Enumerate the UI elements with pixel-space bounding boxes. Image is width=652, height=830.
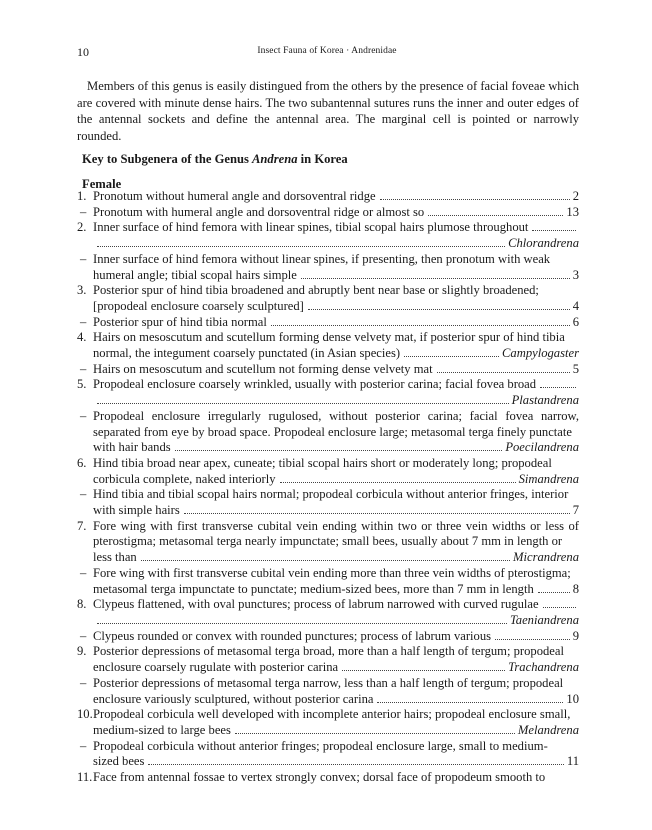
entry-leader-line xyxy=(93,503,579,519)
entry-lead-text: medium-sized to large bees xyxy=(93,722,231,737)
entry-leader-line xyxy=(93,220,579,236)
key-entry xyxy=(77,283,579,314)
couplet-reference: 5 xyxy=(572,361,579,376)
entry-leader-line xyxy=(93,613,579,629)
couplet-reference: 13 xyxy=(566,204,579,219)
subgenus-name: Plastandrena xyxy=(511,393,579,408)
entry-leader-line xyxy=(93,189,579,205)
key-entry xyxy=(77,315,579,331)
key-heading-genus: Andrena xyxy=(252,152,298,166)
entry-marker: 3. xyxy=(77,283,87,298)
dot-leader xyxy=(540,387,576,388)
page-number: 10 xyxy=(77,45,89,59)
entry-marker: – xyxy=(80,361,87,376)
page-header xyxy=(77,45,577,59)
entry-leader-line xyxy=(93,582,579,598)
entry-marker: – xyxy=(80,251,87,266)
key-entry xyxy=(77,566,579,597)
entry-marker: 11. xyxy=(77,770,93,785)
dot-leader xyxy=(437,372,570,373)
entry-marker: – xyxy=(80,565,87,580)
dot-leader xyxy=(141,560,510,561)
entry-marker: 5. xyxy=(77,377,87,392)
entry-leader-line xyxy=(93,393,579,409)
entry-text: Posterior depressions of metasomal terga narrow, less than a half length of tergum; propodeal xyxy=(93,675,564,690)
entry-marker: 4. xyxy=(77,330,87,345)
dot-leader xyxy=(380,199,570,200)
key-entry xyxy=(77,597,579,613)
dot-leader xyxy=(148,764,563,765)
running-head: Insect Fauna of Korea · Andrenidae xyxy=(257,46,397,56)
entry-marker: 7. xyxy=(77,518,87,533)
key-entry xyxy=(77,644,579,675)
entry-lead-text: Posterior spur of hind tibia normal xyxy=(93,314,267,329)
couplet-reference: 2 xyxy=(572,189,579,203)
entry-marker: – xyxy=(80,628,87,643)
dot-leader xyxy=(428,215,563,216)
entry-lead-text: less than xyxy=(93,550,137,565)
entry-text: Propodeal corbicula well developed with incomplete anterior hairs; propodeal enclosure small, xyxy=(93,707,571,722)
dot-leader xyxy=(538,592,570,593)
entry-marker: 10. xyxy=(77,707,93,722)
dot-leader xyxy=(495,639,570,640)
entry-lead-text: enclosure coarsely rugulate with posterior carina xyxy=(93,660,339,675)
entry-text: Fore wing with first transverse cubital vein ending more than three vein widths of pterostigma; xyxy=(93,565,571,580)
entry-lead-text: Clypeus flattened, with oval punctures; process of labrum narrowed with curved rugulae xyxy=(93,597,539,612)
key-entry xyxy=(77,487,579,518)
entry-leader-line xyxy=(93,550,579,566)
key-entry xyxy=(77,739,579,770)
entry-leader-line xyxy=(93,597,579,613)
entry-lead-text: corbicula complete, naked interiorly xyxy=(93,471,276,486)
subgenus-name: Melandrena xyxy=(517,722,579,737)
couplet-reference: 9 xyxy=(572,628,579,643)
couplet-reference: 10 xyxy=(566,691,579,706)
couplet-reference: 6 xyxy=(572,314,579,329)
entry-text: Posterior spur of hind tibia broadened and abruptly bent near base or slightly broadened; xyxy=(93,283,539,298)
entry-leader-line xyxy=(93,346,579,362)
subgenus-name: Simandrena xyxy=(518,471,579,486)
entry-lead-text: enclosure variously sculptured, without posterior carina xyxy=(93,691,374,706)
dot-leader xyxy=(377,702,563,703)
sex-heading: Female xyxy=(82,177,122,191)
key-heading-post: in Korea xyxy=(297,152,348,166)
key-entry xyxy=(77,519,579,566)
key-entry xyxy=(77,236,579,252)
dot-leader xyxy=(543,607,576,608)
subgenus-name: Micrandrena xyxy=(513,550,579,565)
couplet-reference: 3 xyxy=(572,267,579,282)
dot-leader xyxy=(175,450,503,451)
entry-leader-line xyxy=(93,299,579,315)
entry-text: Hind tibia and tibial scopal hairs normal; propodeal corbicula without anterior fringes, interior xyxy=(93,487,569,502)
entry-lead-text: sized bees xyxy=(93,754,145,769)
dot-leader xyxy=(280,482,516,483)
entry-marker: 1. xyxy=(77,189,87,203)
entry-text: Fore wing with first transverse cubital vein ending within two or three vein widths or less of pterostigma; metasomal terga nearly impunctate; small bees, usually about 7 mm in length or xyxy=(93,518,579,549)
entry-lead-text: Pronotum with humeral angle and dorsoventral ridge or almost so xyxy=(93,204,425,219)
entry-leader-line xyxy=(93,692,579,708)
subgenus-name: Chlorandrena xyxy=(508,236,579,251)
entry-marker: – xyxy=(80,408,87,423)
entry-lead-text: Inner surface of hind femora with linear spines, tibial scopal hairs plumose throughout xyxy=(93,220,529,235)
entry-leader-line xyxy=(93,268,579,284)
dot-leader xyxy=(184,513,570,514)
entry-leader-line xyxy=(93,377,579,393)
dot-leader xyxy=(308,309,570,310)
dot-leader xyxy=(532,230,576,231)
couplet-reference: 4 xyxy=(572,298,579,313)
subgenus-name: Poecilandrena xyxy=(505,440,579,455)
key-entry xyxy=(77,220,579,236)
entry-text: Inner surface of hind femora without linear spines, if presenting, then pronotum with weak xyxy=(93,251,551,266)
entry-marker: 8. xyxy=(77,597,87,612)
key-heading-pre: Key to Subgenera of the Genus xyxy=(82,152,253,166)
dot-leader xyxy=(301,278,570,279)
couplet-reference: 7 xyxy=(572,503,579,518)
dot-leader xyxy=(235,733,515,734)
key-entry xyxy=(77,362,579,378)
key-entry xyxy=(77,252,579,283)
entry-leader-line xyxy=(93,629,579,645)
entry-leader-line xyxy=(93,315,579,331)
entry-marker: 2. xyxy=(77,220,87,235)
entry-leader-line xyxy=(93,723,579,739)
key-heading xyxy=(82,152,348,167)
entry-marker: 6. xyxy=(77,455,87,470)
key-entries xyxy=(77,189,579,786)
key-entry xyxy=(77,613,579,629)
entry-text: Face from antennal fossae to vertex strongly convex; dorsal face of propodeum smooth to xyxy=(93,770,546,785)
entry-leader-line xyxy=(93,440,579,456)
entry-leader-line xyxy=(93,754,579,770)
entry-marker: – xyxy=(80,204,87,219)
dot-leader xyxy=(97,246,505,247)
key-entry xyxy=(77,456,579,487)
entry-marker: – xyxy=(80,314,87,329)
entry-text: Propodeal enclosure irregularly rugulosed, without posterior carina; facial fovea narrow, separated from eye by broad space. Propodeal enclosure large; metasomal terga finely punctate xyxy=(93,408,579,439)
key-entry xyxy=(77,409,579,456)
key-entry xyxy=(77,393,579,409)
entry-text: Hind tibia broad near apex, cuneate; tibial scopal hairs short or moderately long; propodeal xyxy=(93,455,552,470)
key-entry xyxy=(77,770,579,786)
entry-marker: – xyxy=(80,487,87,502)
couplet-reference: 8 xyxy=(572,581,579,596)
dot-leader xyxy=(404,356,499,357)
dot-leader xyxy=(97,403,509,404)
subgenus-name: Trachandrena xyxy=(508,660,579,675)
entry-marker: – xyxy=(80,738,87,753)
subgenus-name: Taeniandrena xyxy=(509,612,579,627)
entry-leader-line xyxy=(93,236,579,252)
entry-lead-text: Hairs on mesoscutum and scutellum not forming dense velvety mat xyxy=(93,361,433,376)
entry-leader-line xyxy=(93,362,579,378)
entry-leader-line xyxy=(93,205,579,221)
entry-text: Propodeal corbicula without anterior fringes; propodeal enclosure large, small to medium- xyxy=(93,738,548,753)
entry-lead-text: normal, the integument coarsely punctated (in Asian species) xyxy=(93,346,401,361)
dot-leader xyxy=(271,325,570,326)
entry-lead-text: Pronotum without humeral angle and dorsoventral ridge xyxy=(93,189,376,203)
key-entry xyxy=(77,205,579,221)
intro-paragraph: Members of this genus is easily distingued from the others by the presence of facial foveae which are covered with minute dense hairs. The two subantennal sutures runs the inner and outer edges of the antennal sockets and define the antennal area. The marginal cell is pointed or narrowly rounded. xyxy=(77,79,579,143)
entry-lead-text: humeral angle; tibial scopal hairs simple xyxy=(93,267,297,282)
entry-text: Posterior depressions of metasomal terga broad, more than a half length of tergum; propodeal xyxy=(93,644,564,659)
couplet-reference: 11 xyxy=(566,754,579,769)
entry-marker: – xyxy=(80,675,87,690)
dot-leader xyxy=(342,670,505,671)
entry-lead-text: [propodeal enclosure coarsely sculptured] xyxy=(93,298,304,313)
entry-marker: 9. xyxy=(77,644,87,659)
entry-leader-line xyxy=(93,472,579,488)
entry-text: Hairs on mesoscutum and scutellum forming dense velvety mat, if posterior spur of hind tibia xyxy=(93,330,565,345)
key-entry xyxy=(77,676,579,707)
key-entry xyxy=(77,629,579,645)
entry-lead-text: Propodeal enclosure coarsely wrinkled, usually with posterior carina; facial fovea broad xyxy=(93,377,537,392)
entry-lead-text: with simple hairs xyxy=(93,503,180,518)
key-entry xyxy=(77,330,579,361)
entry-leader-line xyxy=(93,660,579,676)
key-entry xyxy=(77,707,579,738)
dot-leader xyxy=(97,623,507,624)
entry-lead-text: with hair bands xyxy=(93,440,171,455)
key-entry xyxy=(77,377,579,393)
subgenus-name: Campylogaster xyxy=(502,346,579,361)
entry-lead-text: Clypeus rounded or convex with rounded punctures; process of labrum various xyxy=(93,628,492,643)
key-entry xyxy=(77,189,579,205)
entry-lead-text: metasomal terga impunctate to punctate; medium-sized bees, more than 7 mm in length xyxy=(93,581,534,596)
